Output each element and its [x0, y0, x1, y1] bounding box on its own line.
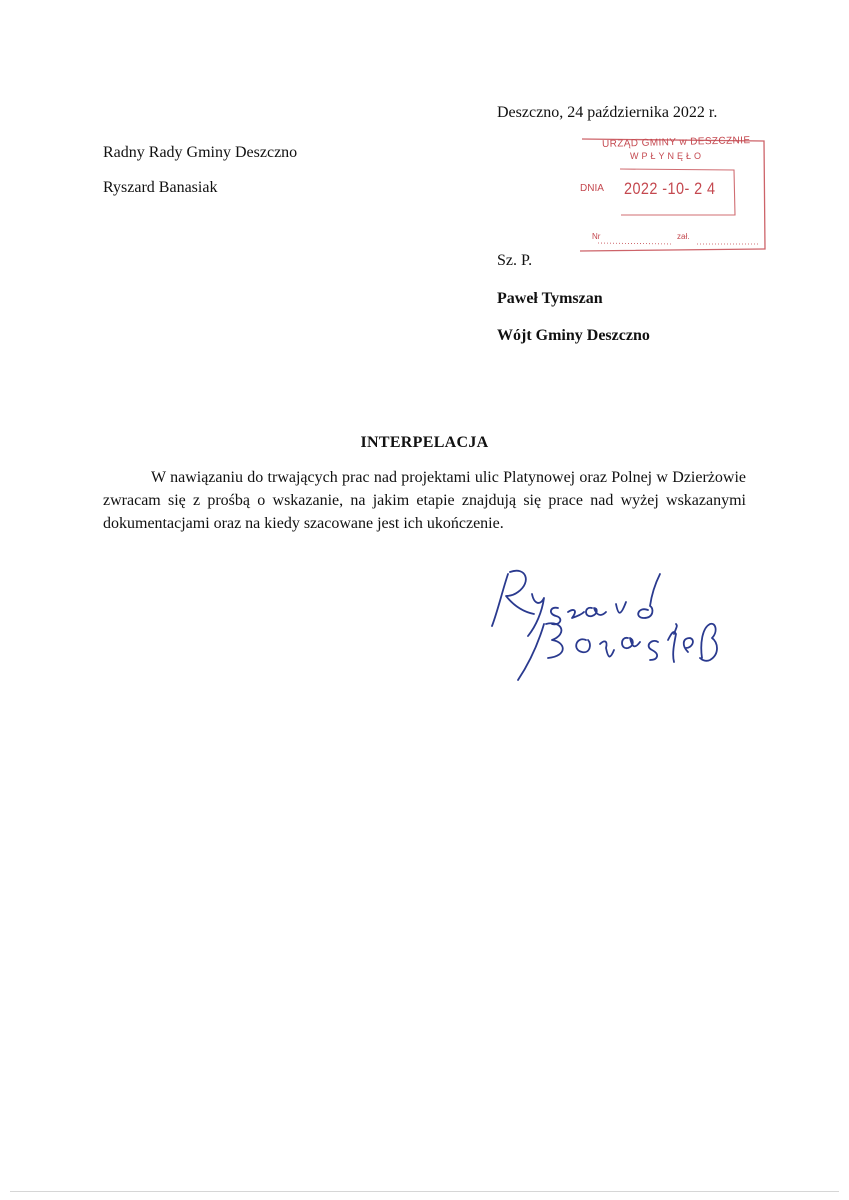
- recipient-name: Paweł Tymszan: [497, 290, 603, 307]
- recipient-salutation: Sz. P.: [497, 252, 533, 269]
- sender-name: Ryszard Banasiak: [103, 179, 218, 196]
- recipient-title: Wójt Gminy Deszczno: [497, 327, 650, 344]
- stamp-zal-label: zał.: [677, 232, 690, 241]
- place-date: Deszczno, 24 października 2022 r.: [497, 104, 718, 121]
- stamp-date-value: 2022 -10- 2 4: [624, 179, 716, 198]
- sender-role: Radny Rady Gminy Deszczno: [103, 144, 298, 161]
- stamp-date-label: DNIA: [580, 183, 604, 194]
- document-heading: INTERPELACJA: [360, 434, 489, 451]
- receipt-stamp: [572, 131, 768, 253]
- handwritten-signature-icon: [488, 562, 788, 692]
- stamp-org: URZĄD GMINY w DESZCZNIE: [601, 135, 751, 150]
- body-paragraph: W nawiązaniu do trwających prac nad projektami ulic Platynowej oraz Polnej w Dzierżowie zwracam się z prośbą o wskazanie, na jakim etapie znajdują się prace nad wyżej wskazanymi dokumentacjami oraz na kiedy szacowane jest ich ukończenie.: [103, 469, 746, 532]
- page-edge-divider: [10, 1191, 839, 1192]
- stamp-nr-label: Nr: [592, 232, 601, 241]
- stamp-status: WPŁYNĘŁO: [630, 151, 705, 161]
